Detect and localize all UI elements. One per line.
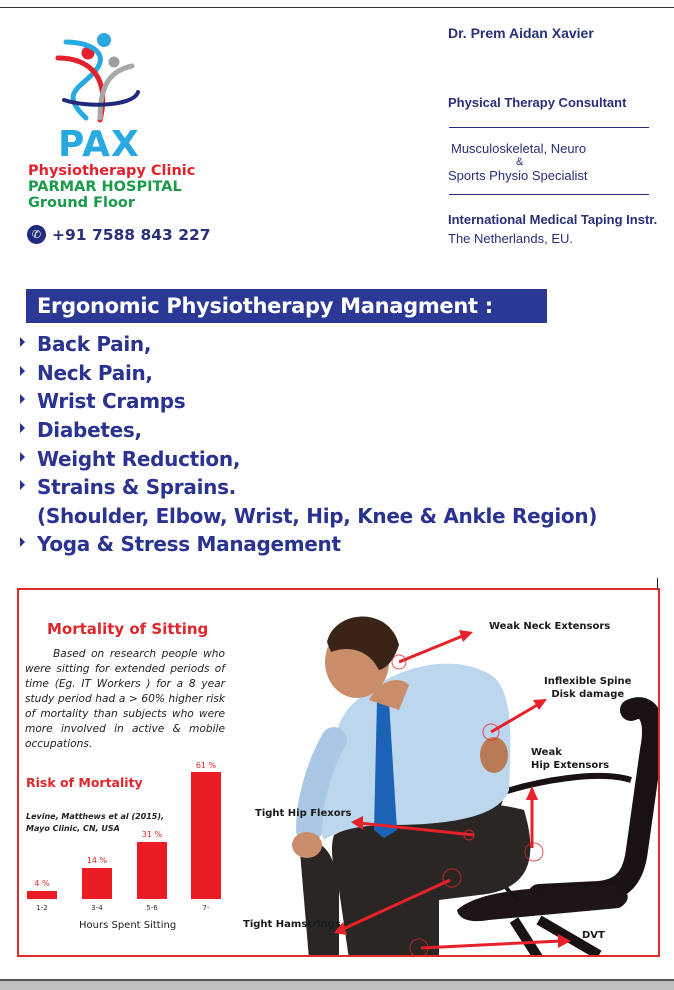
specialty-line-1: Musculoskeletal, Neuro: [451, 141, 587, 156]
callout-line: Inflexible Spine: [544, 676, 632, 687]
chart-title: Risk of Mortality: [26, 775, 143, 790]
taping-credential: International Medical Taping Instr.: [448, 212, 658, 227]
doctor-title: Physical Therapy Consultant: [448, 95, 627, 110]
service-label: Strains & Sprains.: [37, 475, 236, 500]
sitting-posture-illustration: [239, 590, 660, 957]
chart-bar: [82, 868, 112, 899]
x-tick-label: 7-: [202, 904, 210, 912]
callout-dvt: DVT: [582, 930, 605, 941]
brand-name: PAX: [58, 124, 140, 165]
callout-line: Disk damage: [551, 689, 625, 700]
list-item: [20, 530, 597, 559]
bullet-triangle-icon: [20, 366, 25, 376]
service-label: Neck Pain,: [37, 360, 153, 385]
service-label: Back Pain,: [37, 332, 152, 357]
services-list: [20, 330, 597, 559]
chart-bar: [191, 772, 221, 899]
specialty-ampersand: &: [516, 156, 524, 168]
figure-title: Mortality of Sitting: [47, 620, 209, 638]
bullet-triangle-icon: [20, 452, 25, 462]
list-item: [20, 330, 597, 359]
list-item: [20, 473, 597, 502]
bar-value-label: 61 %: [195, 761, 217, 770]
list-item: [20, 444, 597, 473]
bullet-triangle-icon: [20, 337, 25, 347]
phone-contact[interactable]: [27, 225, 211, 244]
bar-value-label: 4 %: [34, 879, 50, 888]
x-tick-label: 5-6: [146, 904, 158, 912]
callout-tight-hip-flexors: Tight Hip Flexors: [255, 808, 352, 819]
bullet-triangle-icon: [20, 480, 25, 490]
callout-inflexible-spine: [544, 675, 631, 701]
callout-weak-hip-extensors: [531, 746, 609, 772]
phone-icon: ✆: [27, 225, 46, 244]
doctor-country: The Netherlands, EU.: [448, 231, 574, 246]
clinic-logo-icon: [48, 30, 158, 125]
bar-value-label: 31 %: [141, 830, 163, 839]
mortality-figure: [17, 588, 660, 957]
services-heading: Ergonomic Physiotherapy Managment :: [26, 289, 547, 323]
phone-number[interactable]: +91 7588 843 227: [52, 225, 211, 244]
service-label: Yoga & Stress Management: [37, 532, 341, 557]
bullet-triangle-icon: [20, 537, 25, 547]
figure-body: Based on research people who were sitting for extended periods of time (Eg. IT Workers ) for a 8 year study period had a > 60% higher risk of mortality than subjects who were more involved in active & mobile occupations.: [25, 648, 225, 750]
hospital-name: PARMAR HOSPITAL: [28, 179, 182, 195]
specialty-line-2: Sports Physio Specialist: [448, 168, 588, 183]
list-item: [20, 416, 597, 445]
x-tick-label: 1-2: [36, 904, 48, 912]
clinic-name: Physiotherapy Clinic: [28, 163, 196, 179]
service-label: Wrist Cramps: [37, 389, 186, 414]
citation-line-2: Mayo Clinic, CN, USA: [26, 824, 120, 833]
callout-tight-hamstrings: Tight Hamstrings: [243, 919, 341, 930]
callout-weak-neck-extensors: Weak Neck Extensors: [489, 621, 611, 632]
x-axis-label: Hours Spent Sitting: [79, 920, 177, 931]
x-tick-label: 3-4: [91, 904, 103, 912]
divider: [449, 127, 649, 128]
floor-label: Ground Floor: [28, 195, 136, 211]
service-label: Weight Reduction,: [37, 446, 241, 471]
list-item-detail: [20, 502, 597, 531]
service-label: Diabetes,: [37, 418, 142, 443]
chart-bar: [137, 842, 167, 899]
list-item: [20, 359, 597, 388]
citation-line-1: Levine, Matthews et al (2015),: [26, 812, 165, 821]
bottom-rule: [0, 979, 674, 990]
callout-line: Hip Extensors: [531, 760, 610, 771]
bullet-triangle-icon: [20, 423, 25, 433]
bar-value-label: 14 %: [86, 856, 108, 865]
list-item: [20, 387, 597, 416]
man-on-chair-icon: [239, 590, 660, 957]
bullet-triangle-icon: [20, 394, 25, 404]
top-rule: [0, 7, 674, 8]
callout-line: Weak: [531, 747, 562, 758]
service-label: (Shoulder, Elbow, Wrist, Hip, Knee & Ankle Region): [37, 503, 598, 528]
divider: [449, 194, 649, 195]
chart-bar: [27, 891, 57, 899]
doctor-name: Dr. Prem Aidan Xavier: [448, 25, 594, 41]
